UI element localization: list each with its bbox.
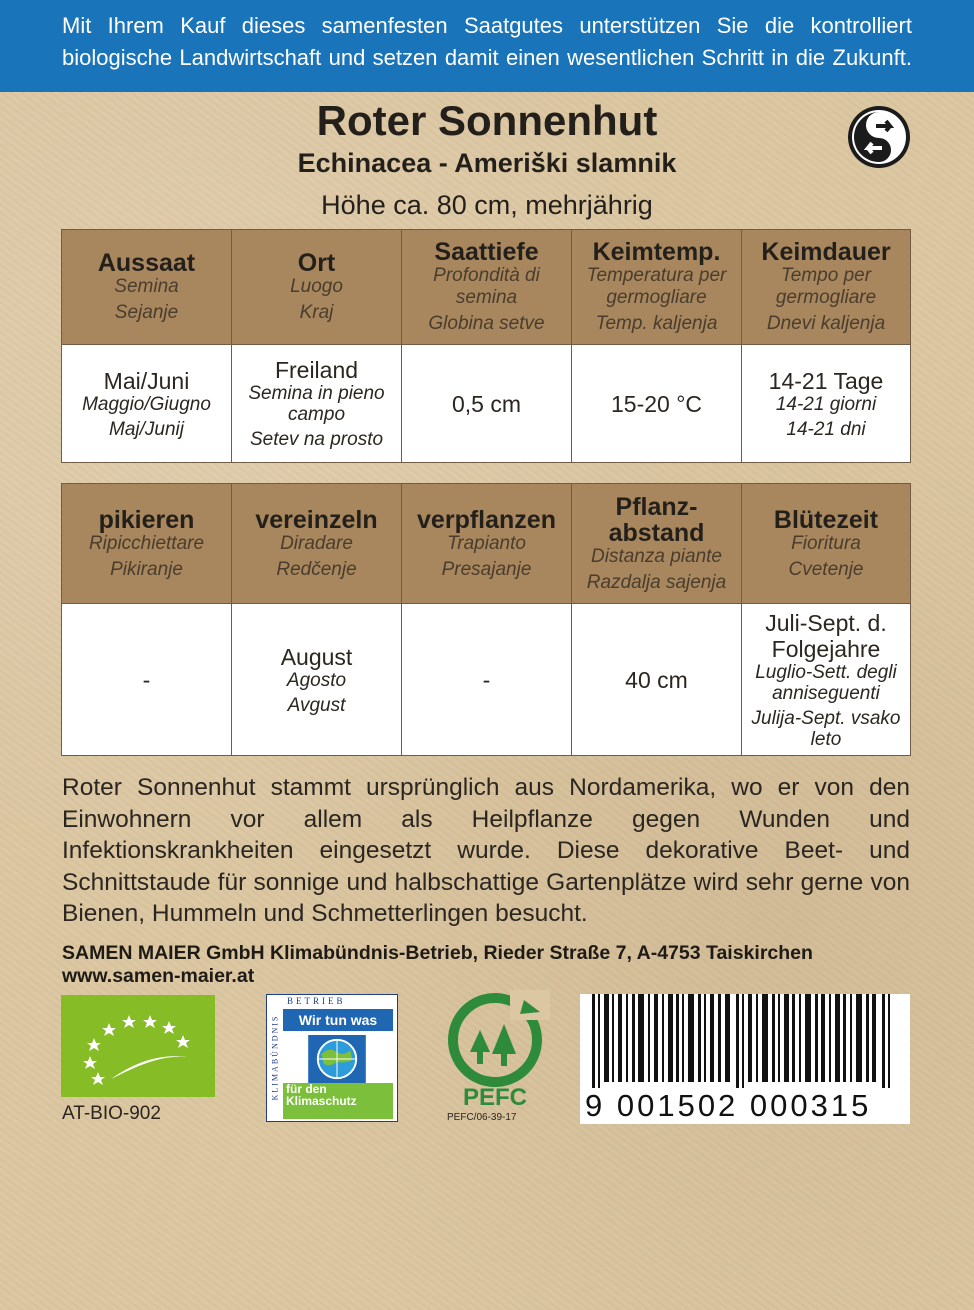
value-it: Semina in pieno campo (248, 383, 385, 425)
value-cell-verpflanzen (402, 604, 572, 756)
header-cell-aussaat (62, 230, 232, 345)
value-cell-vereinzeln (232, 604, 402, 756)
klima-side-label: KLIMABÜNDNIS (270, 1014, 280, 1101)
value-cell-pflanzabstand (572, 604, 742, 756)
value-it: Maggio/Giugno (82, 393, 211, 415)
value-cell-keimdauer (742, 345, 911, 463)
header-sl: Pikiranje (110, 558, 183, 580)
header-de: Saattiefe (434, 238, 539, 266)
header-it: Luogo (290, 276, 343, 297)
header-sl: Globina setve (428, 313, 545, 334)
klima-top-label: BETRIEB (287, 996, 346, 1006)
value-cell-pikieren (62, 604, 232, 756)
planting-table-header-row (62, 484, 911, 604)
planting-table-value-row (62, 604, 911, 756)
sowing-table (61, 229, 911, 463)
height-info: Höhe ca. 80 cm, mehrjährig (321, 190, 653, 220)
value-de: Juli-Sept. d. Folgejahre (765, 609, 887, 662)
header-it: Tempo per germogliare (775, 265, 877, 308)
value-de: 0,5 cm (451, 390, 522, 417)
header-sl: Redčenje (276, 558, 357, 580)
value-de: Freiland (274, 357, 359, 383)
value-de: 15-20 °C (610, 390, 703, 417)
header-de: vereinzeln (255, 505, 378, 534)
header-cell-verpflanzen (402, 484, 572, 604)
value-de: August (280, 643, 353, 670)
header-cell-vereinzeln (232, 484, 402, 604)
header-de: Keimtemp. (592, 238, 721, 266)
value-sl: Avgust (287, 694, 346, 716)
header-de: Aussaat (97, 249, 196, 277)
header-sl: Temp. kaljenja (595, 313, 718, 334)
globe-icon (307, 1035, 367, 1083)
value-it: Luglio-Sett. degli anniseguenti (755, 661, 897, 704)
value-de: - (482, 666, 491, 693)
planting-table (61, 483, 911, 756)
klima-line-1: Wir tun was (283, 1009, 393, 1031)
value-de: Mai/Juni (103, 367, 190, 394)
eu-organic-logo-icon (61, 995, 215, 1097)
product-description: Roter Sonnenhut stammt ursprünglich aus Nordamerika, wo er von den Einwohnern vor allem als Heilpflanze gegen Wunden und Infektionskrankheiten eingesetzt wurde. Diese dekorative Beet- und Schnittstaude für sonnige und halbschattige Gartenplätze wird sehr gerne von Bienen, Hummeln und Schmetterlingen besucht. (62, 774, 910, 927)
company-address: SAMEN MAIER GmbH Klimabündnis-Betrieb, Rieder Straße 7, A-4753 Taiskirchen (62, 942, 813, 964)
header-cell-ort (232, 230, 402, 345)
header-it: Trapianto (447, 532, 526, 554)
value-sl: 14-21 dni (786, 418, 866, 440)
header-it: Profondità di semina (433, 265, 540, 308)
banner-line-2: biologische Landwirtschaft und setzen damit einen wesentlichen Schritt in die Zukunft. (62, 45, 912, 70)
pefc-label: PEFC (462, 1084, 528, 1111)
header-it: Distanza piante (591, 545, 722, 567)
value-cell-keimtemp (572, 345, 742, 463)
header-de: verpflanzen (417, 505, 556, 534)
eu-organic-code: AT-BIO-902 (62, 1103, 161, 1124)
header-de: pikieren (98, 505, 195, 534)
barcode-number: 9 001502 000315 (585, 1088, 905, 1124)
value-sl: Setev na prosto (249, 429, 384, 450)
header-cell-pikieren (62, 484, 232, 604)
info-banner (0, 0, 974, 92)
header-sl: Dnevi kaljenja (766, 313, 886, 334)
green-dot-recycle-icon (846, 104, 912, 170)
value-sl: Julija-Sept. vsako leto (751, 707, 901, 750)
product-subtitle: Echinacea - Ameriški slamnik (297, 148, 677, 178)
header-de: Blütezeit (773, 505, 879, 534)
header-sl: Razdalja sajenja (586, 571, 727, 593)
barcode-bars-icon (580, 994, 910, 1089)
klima-line-2: für den Klimaschutz (283, 1083, 393, 1119)
klimabuendnis-logo (266, 994, 398, 1122)
header-it: Semina (114, 276, 179, 297)
pefc-logo-icon (440, 990, 550, 1124)
value-cell-ort (232, 345, 402, 463)
company-website[interactable]: www.samen-maier.at (62, 965, 255, 987)
product-title: Roter Sonnenhut (316, 97, 658, 144)
value-de: 14-21 Tage (768, 367, 884, 394)
header-cell-saattiefe (402, 230, 572, 345)
header-it: Ripicchiettare (88, 532, 205, 554)
header-cell-pflanzabstand (572, 484, 742, 604)
pefc-code: PEFC/06-39-17 (447, 1112, 517, 1123)
header-sl: Presajanje (441, 558, 532, 580)
header-cell-keimtemp (572, 230, 742, 345)
value-sl: Maj/Junij (109, 418, 184, 440)
value-cell-aussaat (62, 345, 232, 463)
value-de: - (142, 666, 151, 693)
header-cell-keimdauer (742, 230, 911, 345)
sowing-table-header-row (62, 230, 911, 345)
sowing-table-value-row (62, 345, 911, 463)
header-it: Temperatura per germogliare (586, 265, 727, 308)
header-it: Diradare (280, 532, 353, 554)
header-sl: Cvetenje (788, 558, 864, 580)
value-it: 14-21 giorni (775, 393, 877, 415)
header-de: Pflanz-abstand (608, 492, 705, 547)
header-cell-bluetezeit (742, 484, 911, 604)
value-cell-bluetezeit (742, 604, 911, 756)
header-sl: Kraj (299, 302, 334, 323)
header-sl: Sejanje (114, 302, 179, 323)
value-cell-saattiefe (402, 345, 572, 463)
value-it: Agosto (286, 669, 347, 691)
header-it: Fioritura (791, 532, 861, 554)
header-de: Ort (297, 249, 336, 277)
value-de: 40 cm (625, 666, 688, 693)
banner-line-1: Mit Ihrem Kauf dieses samenfesten Saatgutes unterstützen Sie die kontrolliert (62, 13, 912, 38)
header-de: Keimdauer (761, 238, 891, 266)
